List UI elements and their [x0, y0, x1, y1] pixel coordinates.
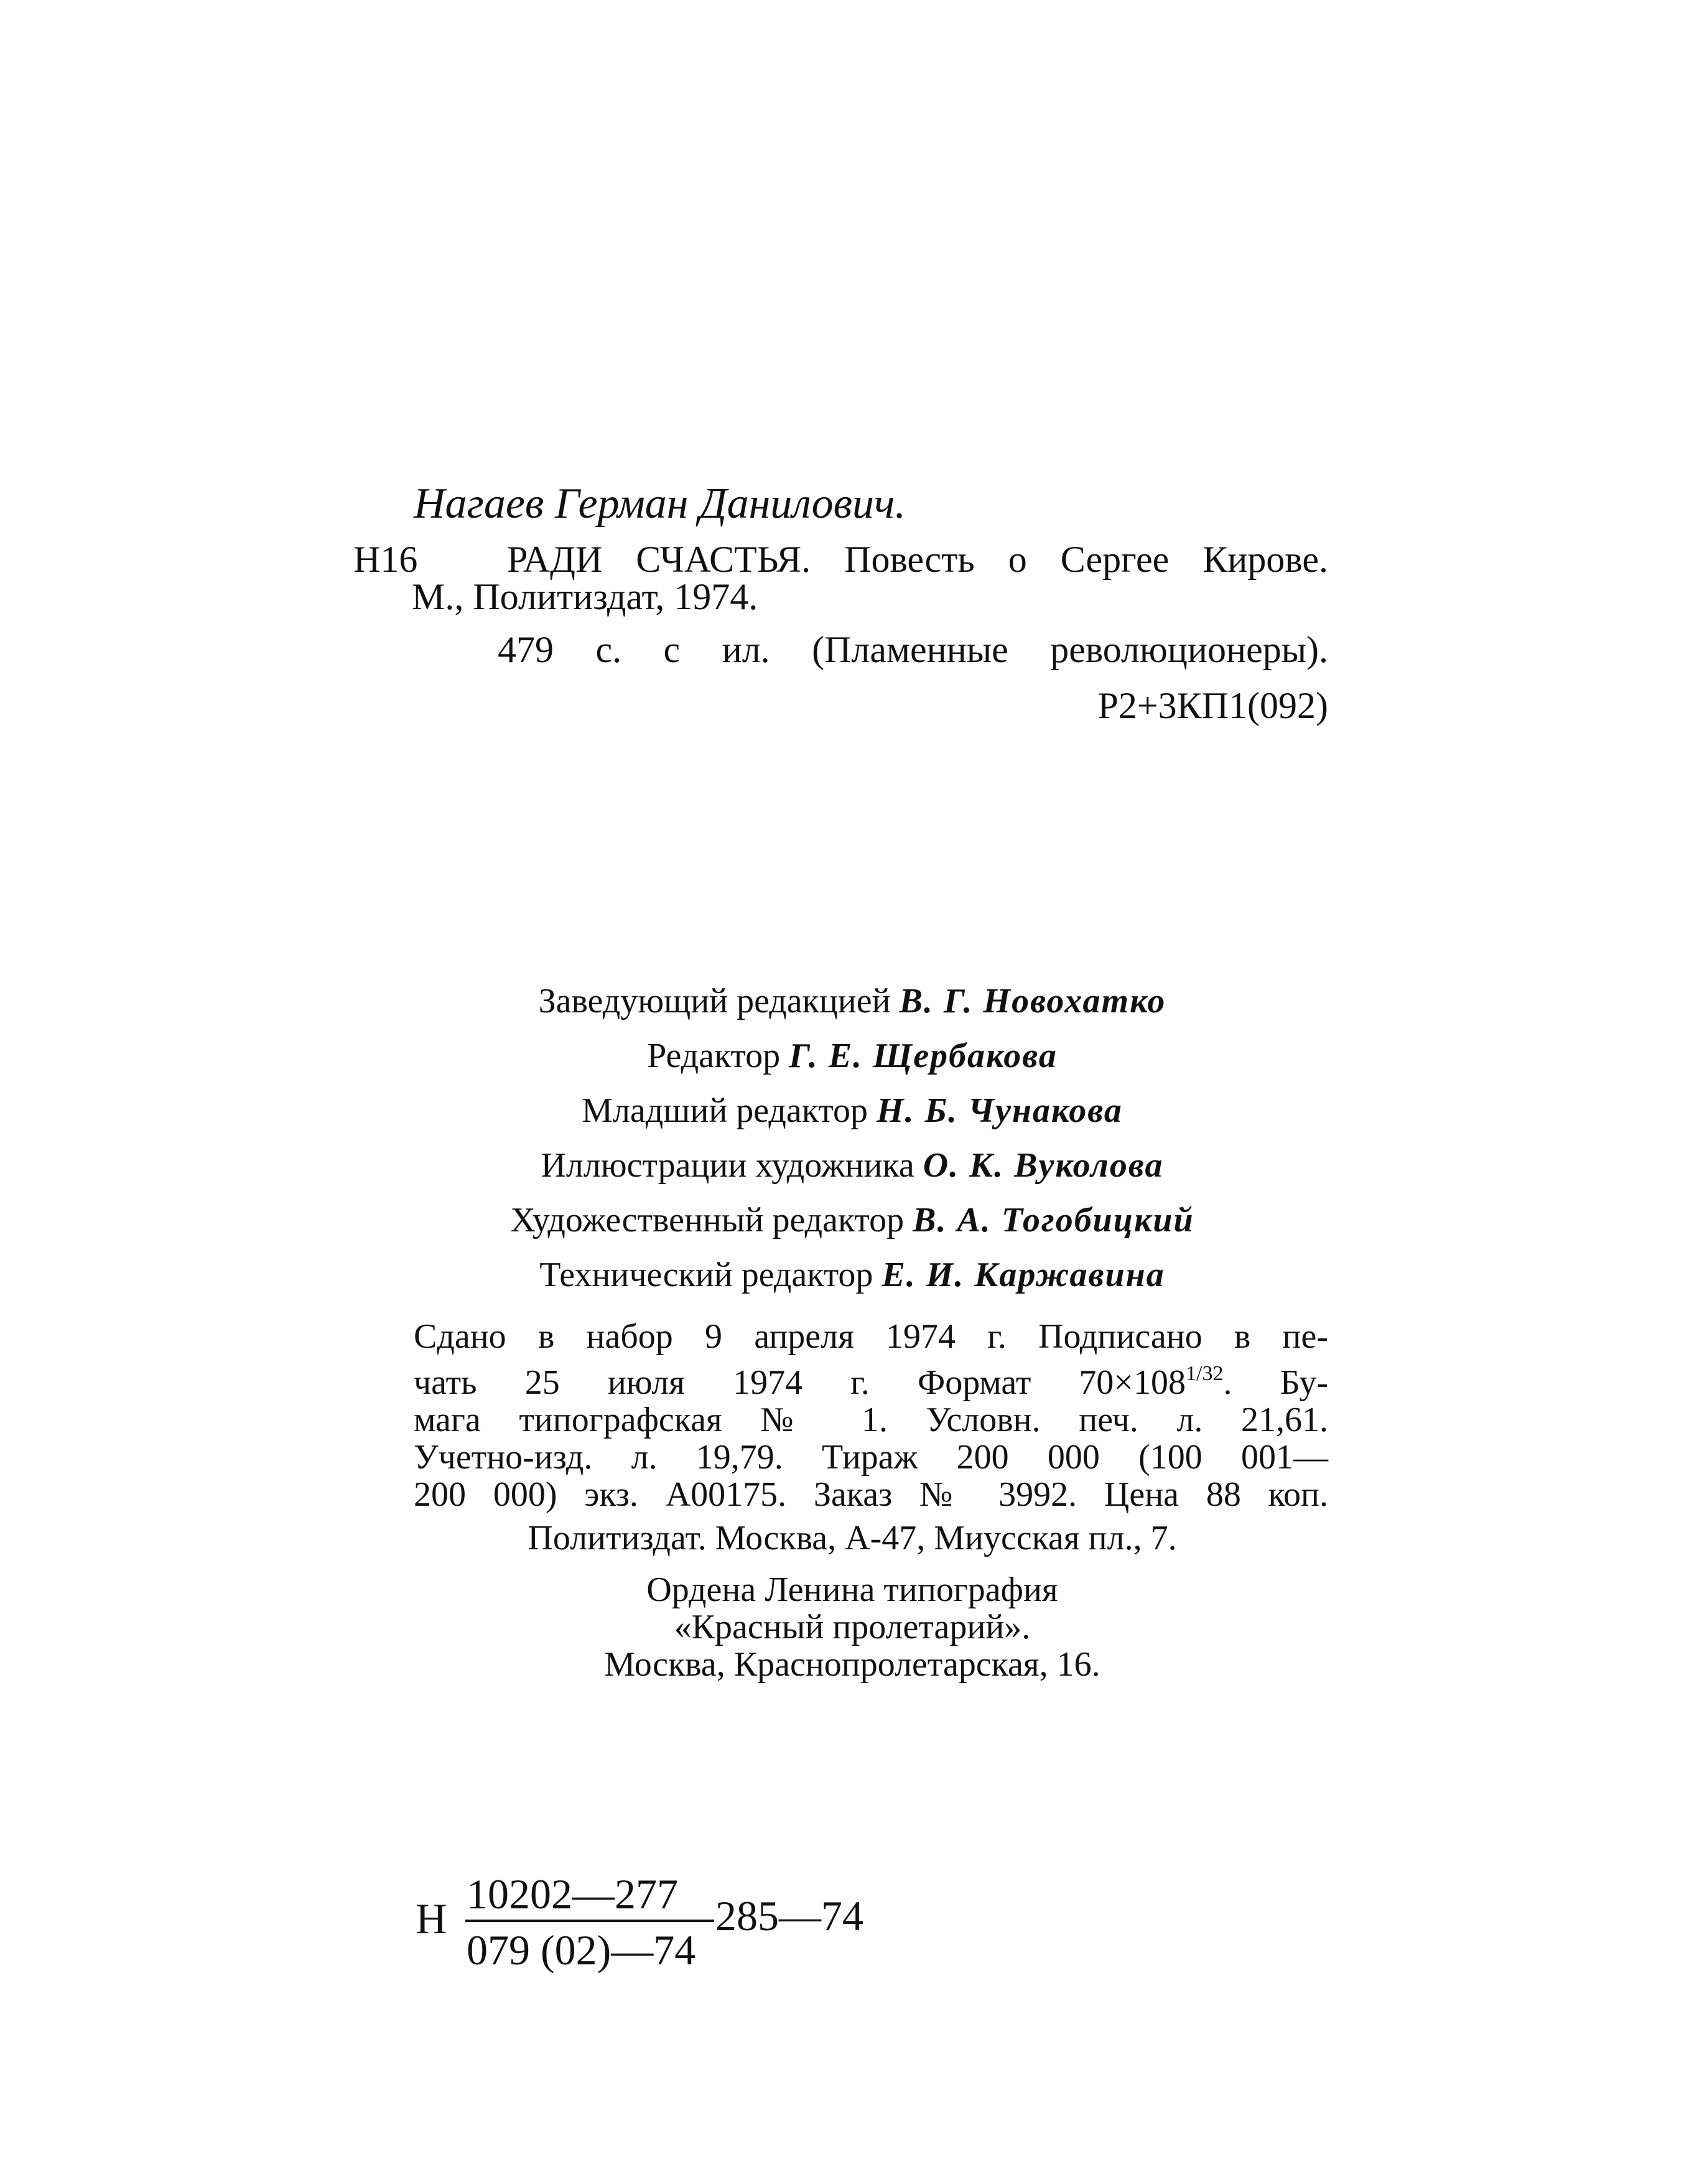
- credit-name: О. К. Вуколова: [923, 1146, 1164, 1185]
- credit-role: Редактор: [647, 1037, 781, 1075]
- index-denominator: 079 (02)—74: [467, 1926, 696, 1974]
- printing-details: [414, 1318, 1328, 1513]
- credit-role: Заведующий редакцией: [538, 982, 891, 1020]
- details-line: [414, 1355, 1328, 1401]
- details-text: . Бу-: [1223, 1363, 1328, 1402]
- credit-row: [348, 1248, 1356, 1302]
- credit-row: [348, 1029, 1356, 1083]
- credit-name: Н. Б. Чунакова: [876, 1091, 1123, 1130]
- credit-role: Иллюстрации художника: [541, 1146, 914, 1185]
- fraction-bar: [465, 1920, 714, 1922]
- credit-row: [348, 1083, 1356, 1138]
- details-text: чать 25 июля 1974 г. Формат 70×108: [414, 1363, 1186, 1402]
- credit-name: В. Г. Новохатко: [899, 982, 1166, 1020]
- details-line: Учетно-изд. л. 19,79. Тираж 200 000 (100 001—: [414, 1438, 1328, 1477]
- credit-row: [348, 1193, 1356, 1248]
- catalog-code: Н16: [353, 539, 418, 580]
- bbk-code: Р2+3КП1(092): [1097, 685, 1328, 726]
- title-line: РАДИ СЧАСТЬЯ. Повесть о Сергее Кирове.: [507, 539, 1328, 580]
- details-line: мага типографская № 1. Условн. печ. л. 21,61.: [414, 1401, 1328, 1439]
- printer-line: Москва, Краснопролетарская, 16.: [604, 1645, 1100, 1684]
- index-right: 285—74: [715, 1892, 863, 1939]
- index-numerator: 10202—277: [467, 1870, 678, 1918]
- credit-name: В. А. Тогобицкий: [913, 1201, 1194, 1239]
- format-fraction: 1/32: [1186, 1362, 1224, 1385]
- credit-name: Е. И. Каржавина: [881, 1256, 1165, 1294]
- printer-line: Ордена Ленина типография: [646, 1570, 1058, 1609]
- credits-list: [348, 974, 1356, 1302]
- author-name: Нагаев Герман Данилович.: [414, 480, 906, 528]
- extent-line: 479 с. с ил. (Пламенные революционеры).: [498, 629, 1328, 670]
- credit-name: Г. Е. Щербакова: [789, 1037, 1058, 1075]
- publisher-line: М., Политиздат, 1974.: [412, 576, 758, 617]
- publisher-address: Политиздат. Москва, А-47, Миусская пл., 7.: [528, 1519, 1177, 1557]
- credit-role: Технический редактор: [539, 1256, 873, 1294]
- details-line: 200 000) экз. А00175. Заказ № 3992. Цена 88 коп.: [414, 1475, 1328, 1514]
- printer-line: «Красный пролетарий».: [674, 1608, 1031, 1646]
- details-line: Сдано в набор 9 апреля 1974 г. Подписано в пе-: [414, 1317, 1328, 1356]
- credit-row: [348, 1138, 1356, 1193]
- printer-info: [348, 1571, 1356, 1683]
- credit-row: [348, 974, 1356, 1029]
- credit-role: Художественный редактор: [510, 1201, 905, 1239]
- index-letter: Н: [416, 1895, 447, 1943]
- credit-role: Младший редактор: [582, 1091, 868, 1130]
